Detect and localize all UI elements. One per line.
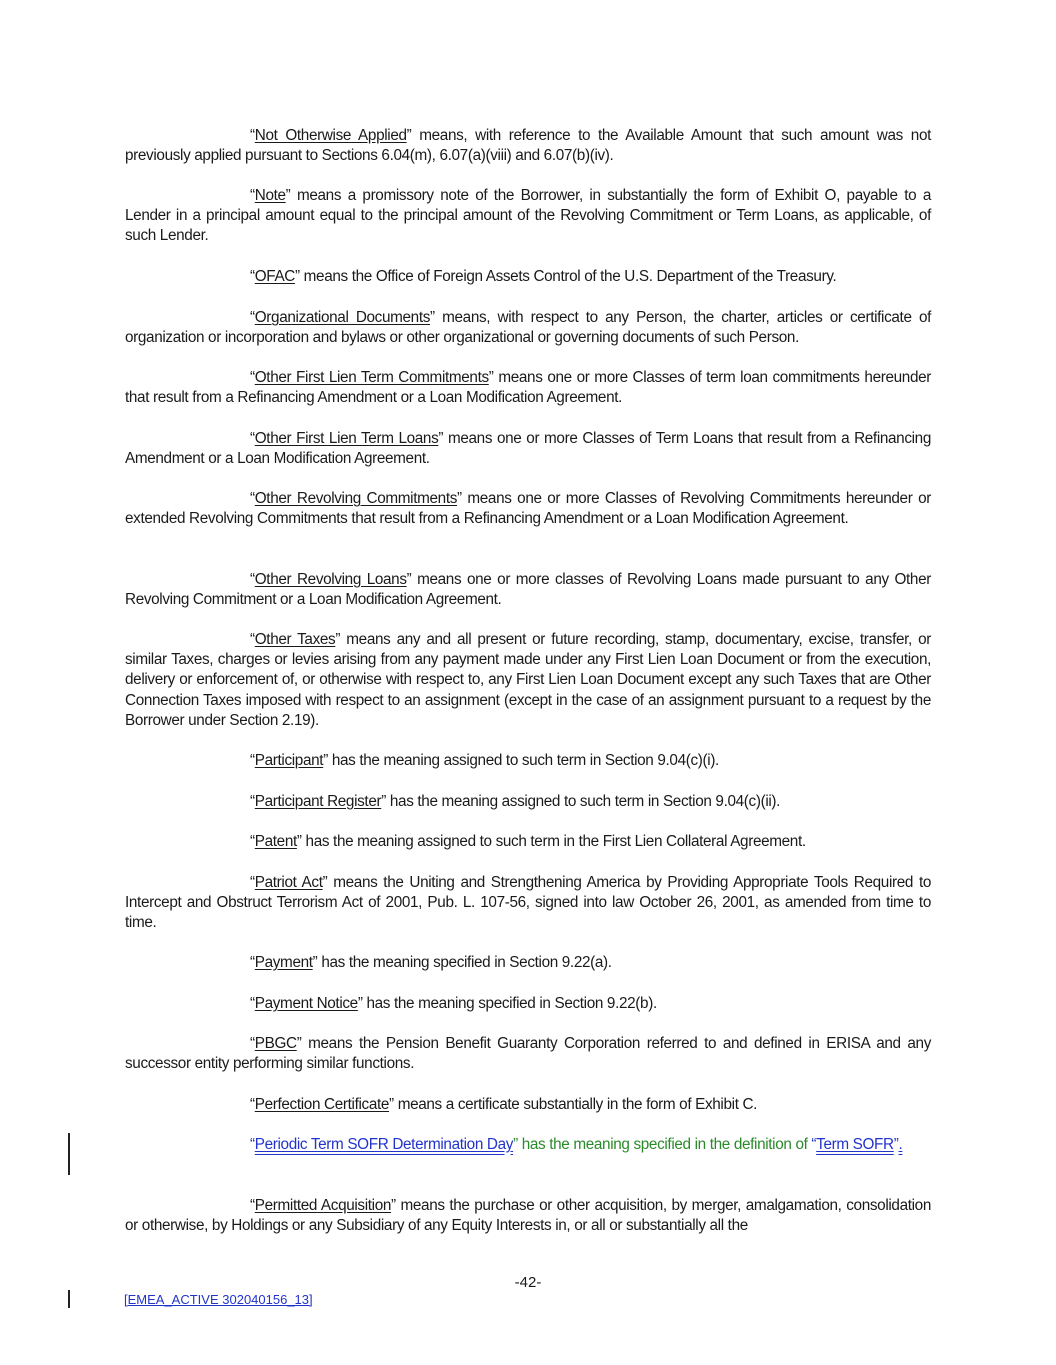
defined-term: Patent [254, 833, 297, 850]
definition-text: means, with respect to any Person, the charter, articles or certificate of organization or incorporation and bylaws or other organizational or governing documents of such Person. [125, 309, 932, 347]
defined-term: Payment [254, 954, 313, 971]
defined-term: Note [254, 187, 286, 204]
definition-text: has the meaning assigned to such term in Section 9.04(c)(i). [327, 752, 719, 769]
definition-text: means one or more Classes of term loan commitments hereunder that result from a Refinancing Amendment or a Loan Modification Agreement. [125, 369, 931, 407]
definition-text: means one or more Classes of Revolving Commitments hereunder or extended Revolving Commitments that result from a Refinancing Amendment or a Loan Modification Agreement. [125, 490, 931, 528]
change-bar [68, 1133, 70, 1175]
defined-term: Perfection Certificate [254, 1096, 390, 1113]
definition-other-revolving-commitments: “Other Revolving Commitments” means one or more Classes of Revolving Commitments hereunder or extended Revolving Commitments that result from a Refinancing Amendment or a Loan Modification Agreement. [125, 490, 931, 528]
defined-term: Permitted Acquisition [254, 1197, 392, 1214]
defined-term: Other Revolving Loans [254, 571, 407, 588]
definition-pbgc: “PBGC” means the Pension Benefit Guaranty Corporation referred to and defined in ERISA and any successor entity performing similar functions. [125, 1035, 931, 1073]
page-number: -42- [514, 1274, 542, 1291]
defined-term: Organizational Documents [254, 309, 431, 326]
definition-text: has the meaning specified in Section 9.22(b). [362, 995, 657, 1012]
defined-term: Other First Lien Term Commitments [254, 369, 489, 386]
defined-term: Payment Notice [254, 995, 358, 1012]
definition-participant-register: “Participant Register” has the meaning assigned to such term in Section 9.04(c)(ii). [250, 793, 781, 810]
definition-text: means the purchase or other acquisition, by merger, amalgamation, consolidation or otherwise, by Holdings or any Subsidiary of any Equity Interests in, or all or substantially all the [125, 1197, 931, 1235]
defined-term: PBGC [254, 1035, 297, 1052]
inserted-defined-term: Periodic Term SOFR Determination Day [254, 1136, 514, 1153]
defined-term: OFAC [254, 268, 295, 285]
inserted-period: . [898, 1136, 903, 1153]
defined-term: Participant [254, 752, 324, 769]
definition-text: means any and all present or future recording, stamp, documentary, excise, transfer, or similar Taxes, charges or levies arising from any payment made under any First Lien Loan Document or from the execution, delivery or enforcement of, or otherwise with respect to, any First Lien Loan Document except any such Taxes that are Other Connection Taxes imposed with respect to an assignment (except in the case of an assignment pursuant to a request by the Borrower under Section 2.19). [125, 631, 931, 729]
definition-other-first-lien-term-loans: “Other First Lien Term Loans” means one or more Classes of Term Loans that result from a Refinancing Amendment or a Loan Modification Agreement. [125, 430, 932, 468]
definition-other-taxes: “Other Taxes” means any and all present or future recording, stamp, documentary, excise, transfer, or similar Taxes, charges or levies arising from any payment made under any First Lien Loan Document or from the execution, delivery or enforcement of, or otherwise with respect to, any First Lien Loan Document except any such Taxes that are Other Connection Taxes imposed with respect to an assignment (except in the case of an assignment pursuant to a request by the Borrower under Section 2.19). [125, 631, 931, 729]
definition-note: “Note” means a promissory note of the Borrower, in substantially the form of Exhibit O, payable to a Lender in a principal amount equal to the principal amount of the Revolving Commitment or Term Loans, as applicable, of such Lender. [125, 187, 931, 245]
inserted-definition-text: has the meaning specified in the definition of [517, 1136, 812, 1153]
definition-text: has the meaning assigned to such term in Section 9.04(c)(ii). [385, 793, 781, 810]
defined-term: Other Revolving Commitments [254, 490, 458, 507]
definition-permitted-acquisition: “Permitted Acquisition” means the purchase or other acquisition, by merger, amalgamation, consolidation or otherwise, by Holdings or any Subsidiary of any Equity Interests in, or all or substantially all the [125, 1197, 931, 1235]
definition-text: means, with reference to the Available Amount that such amount was not previously applied pursuant to Sections 6.04(m), 6.07(a)(viii) and 6.07(b)(iv). [125, 127, 932, 165]
definition-payment-notice: “Payment Notice” has the meaning specified in Section 9.22(b). [250, 995, 657, 1012]
definition-text: has the meaning specified in Section 9.22(a). [317, 954, 612, 971]
definition-participant: “Participant” has the meaning assigned to such term in Section 9.04(c)(i). [250, 752, 719, 769]
definition-perfection-certificate: “Perfection Certificate” means a certificate substantially in the form of Exhibit C. [250, 1096, 758, 1113]
definition-text: means one or more classes of Revolving Loans made pursuant to any Other Revolving Commitment or a Loan Modification Agreement. [125, 571, 931, 609]
definition-text: means one or more Classes of Term Loans that result from a Refinancing Amendment or a Loan Modification Agreement. [125, 430, 932, 468]
defined-term: Not Otherwise Applied [254, 127, 407, 144]
definition-organizational-documents: “Organizational Documents” means, with respect to any Person, the charter, articles or certificate of organization or incorporation and bylaws or other organizational or governing documents of such Person. [125, 309, 932, 347]
definition-other-first-lien-term-commitments: “Other First Lien Term Commitments” means one or more Classes of term loan commitments hereunder that result from a Refinancing Amendment or a Loan Modification Agreement. [125, 369, 931, 407]
definition-periodic-term-sofr-determination-day: “Periodic Term SOFR Determination Day” has the meaning specified in the definition of “Term SOFR”. [250, 1136, 903, 1153]
inserted-reference-term: Term SOFR [816, 1136, 894, 1153]
definition-text: means the Uniting and Strengthening America by Providing Appropriate Tools Required to Intercept and Obstruct Terrorism Act of 2001, Pub. L. 107-56, signed into law October 26, 2001, as amended from time to time. [125, 874, 931, 932]
definition-text: means the Office of Foreign Assets Control of the U.S. Department of the Treasury. [299, 268, 837, 285]
defined-term: Participant Register [254, 793, 382, 810]
definition-text: means a certificate substantially in the form of Exhibit C. [393, 1096, 758, 1113]
definition-not-otherwise-applied: “Not Otherwise Applied” means, with reference to the Available Amount that such amount was not previously applied pursuant to Sections 6.04(m), 6.07(a)(viii) and 6.07(b)(iv). [125, 127, 932, 165]
defined-term: Other First Lien Term Loans [254, 430, 439, 447]
definition-text: means the Pension Benefit Guaranty Corporation referred to and defined in ERISA and any successor entity performing similar functions. [125, 1035, 931, 1073]
definition-patent: “Patent” has the meaning assigned to such term in the First Lien Collateral Agreement. [250, 833, 806, 850]
definition-patriot-act: “Patriot Act” means the Uniting and Strengthening America by Providing Appropriate Tools Required to Intercept and Obstruct Terrorism Act of 2001, Pub. L. 107-56, signed into law October 26, 2001, as amended from time to time. [125, 874, 931, 932]
definition-payment: “Payment” has the meaning specified in Section 9.22(a). [250, 954, 612, 971]
definition-text: has the meaning assigned to such term in the First Lien Collateral Agreement. [301, 833, 806, 850]
defined-term: Patriot Act [254, 874, 323, 891]
footer-change-bar [68, 1290, 70, 1308]
defined-term: Other Taxes [254, 631, 336, 648]
definition-other-revolving-loans: “Other Revolving Loans” means one or more classes of Revolving Loans made pursuant to any Other Revolving Commitment or a Loan Modification Agreement. [125, 571, 931, 609]
definition-ofac: “OFAC” means the Office of Foreign Assets Control of the U.S. Department of the Treasury. [250, 268, 837, 285]
document-id: [EMEA_ACTIVE 302040156_13] [124, 1292, 313, 1307]
definition-text: means a promissory note of the Borrower, in substantially the form of Exhibit O, payable to a Lender in a principal amount equal to the principal amount of the Revolving Commitment or Term Loans, as applicable, of such Lender. [125, 187, 931, 245]
